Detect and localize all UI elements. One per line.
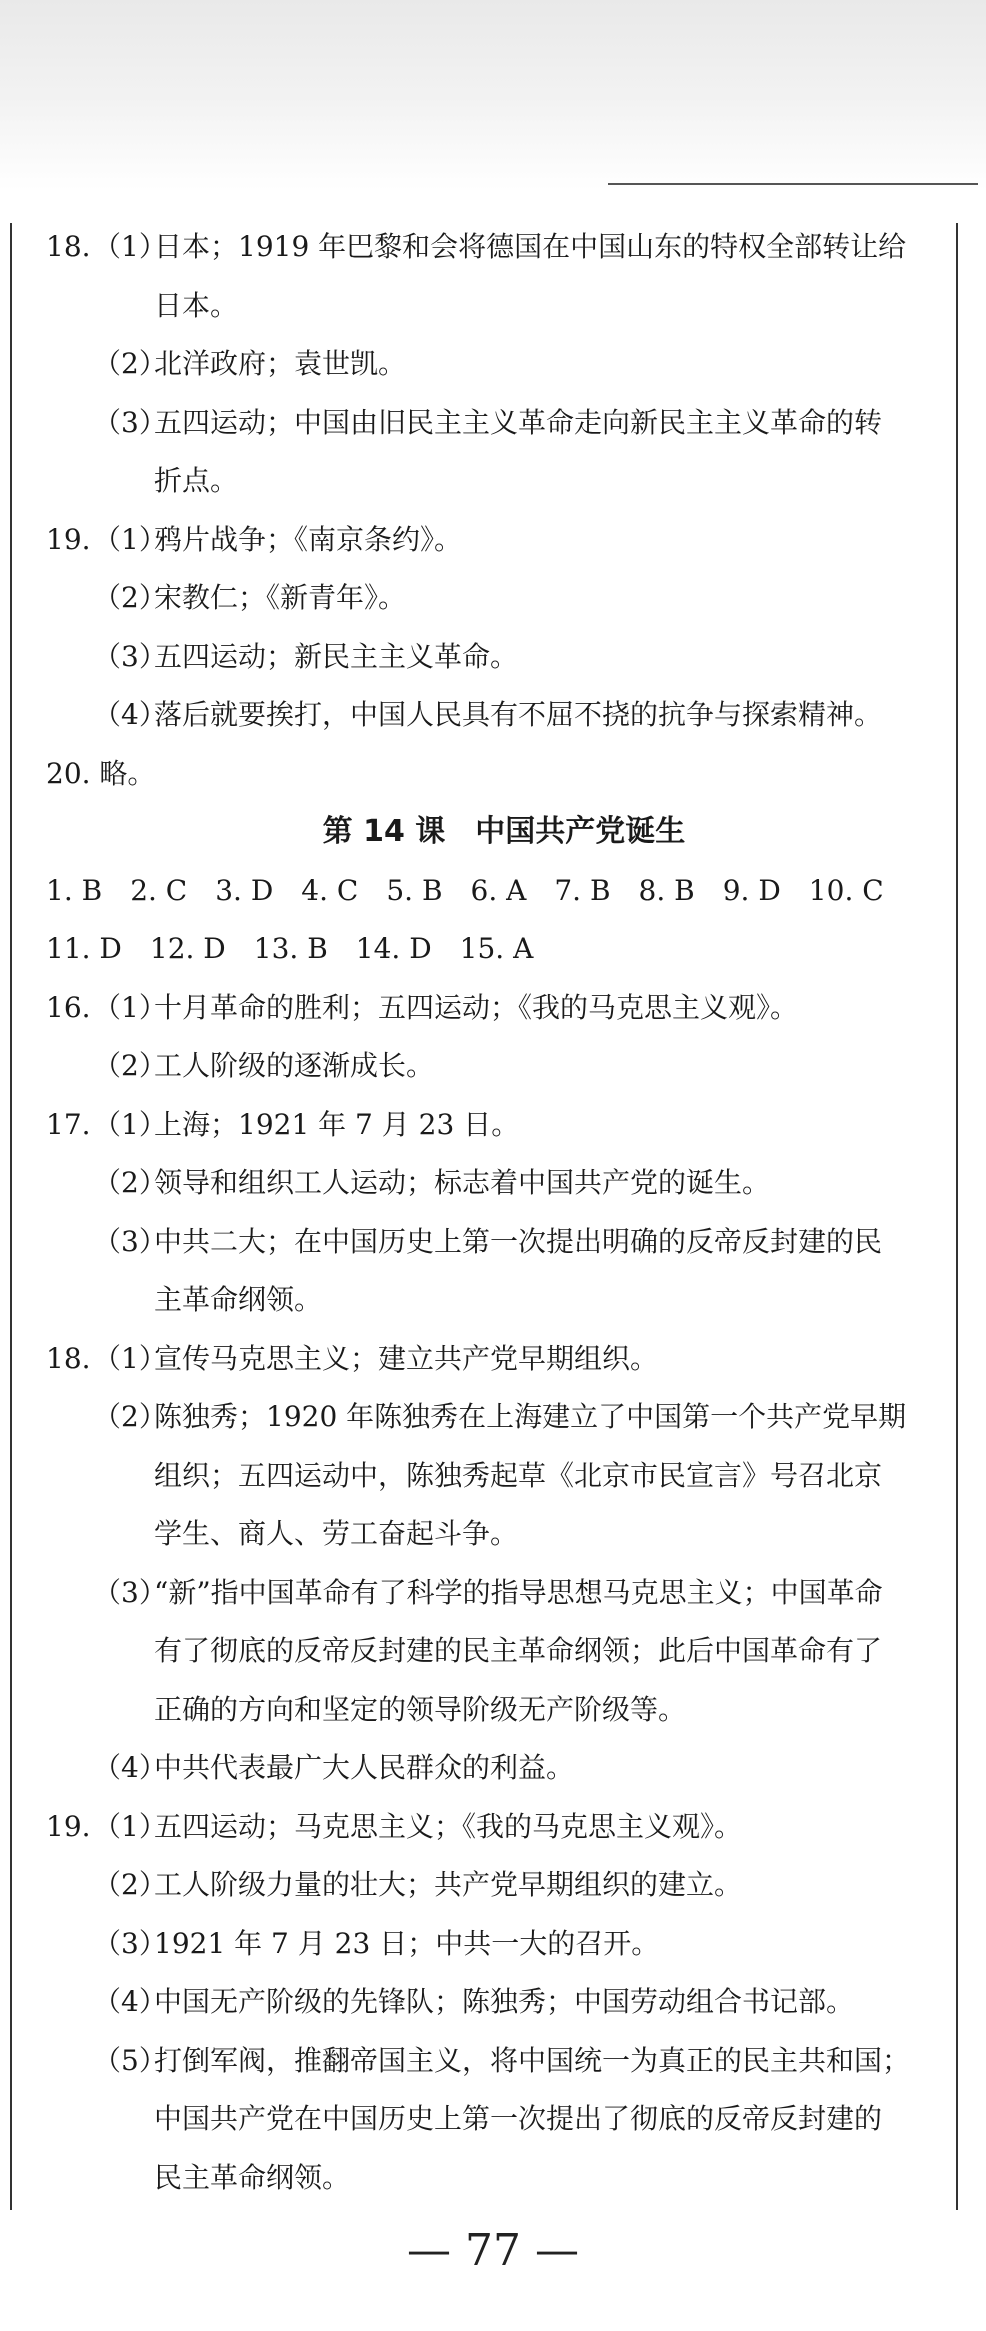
answer-text: 工人阶级的逐渐成长。 (154, 1049, 435, 1082)
question-number: 18. (46, 230, 91, 263)
answer-line (46, 394, 946, 453)
right-border-rule (956, 223, 958, 2210)
question-number: 16. (46, 990, 91, 1024)
answer-continuation: 学生、商人、劳工奋起斗争。 (154, 1517, 519, 1550)
answer-text: 工人阶级力量的壮大；共产党早期组织的建立。 (154, 1868, 743, 1901)
sub-question-marker: （1） (93, 1809, 167, 1843)
answer-text: 日本；1919 年巴黎和会将德国在中国山东的特权全部转让给 (154, 230, 907, 263)
answer-content (46, 218, 946, 2207)
answer-text: 中国无产阶级的先锋队；陈独秀；中国劳动组合书记部。 (154, 1985, 855, 2018)
answer-line (46, 335, 946, 394)
section-title: 第 14 课 中国共产党诞生 (322, 814, 686, 849)
answer-line (46, 979, 946, 1038)
answer-text: 宋教仁；《新青年》。 (154, 581, 407, 614)
left-border-rule (10, 223, 12, 2210)
answer-text: 北洋政府；袁世凯。 (154, 347, 407, 380)
answer-text: 五四运动；中国由旧民主主义革命走向新民主主义革命的转 (154, 405, 883, 439)
header-rule (608, 183, 978, 185)
sub-question-marker: （3） (93, 639, 167, 673)
answer-line (46, 1154, 946, 1213)
question-number: 19. (46, 522, 91, 556)
answer-text: 1921 年 7 月 23 日；中共一大的召开。 (154, 1926, 660, 1960)
sub-question-marker: （2） (93, 1400, 167, 1433)
sub-question-marker: （5） (93, 2043, 167, 2077)
answer-line (46, 1447, 946, 1506)
answer-continuation: 正确的方向和坚定的领导阶级无产阶级等。 (154, 1692, 687, 1726)
answers-lesson-14 (46, 862, 946, 2208)
answer-text: 陈独秀；1920 年陈独秀在上海建立了中国第一个共产党早期 (154, 1400, 907, 1433)
answer-continuation: 中国共产党在中国历史上第一次提出了彻底的反帝反封建的 (154, 2102, 883, 2135)
answer-line (46, 1213, 946, 1272)
sub-question-marker: （1） (93, 1107, 167, 1141)
answer-line (46, 277, 946, 336)
answer-line (46, 2149, 946, 2208)
answer-text: 领导和组织工人运动；标志着中国共产党的诞生。 (154, 1166, 771, 1199)
answer-continuation: 主革命纲领。 (154, 1283, 323, 1316)
sub-question-marker: （3） (93, 1575, 167, 1609)
answer-text: “新”指中国革命有了科学的指导思想马克思主义；中国革命 (154, 1575, 883, 1609)
sub-question-marker: （4） (93, 1751, 167, 1784)
answer-text: 上海；1921 年 7 月 23 日。 (154, 1107, 520, 1141)
answer-line (46, 1564, 946, 1623)
answer-text: 打倒军阀，推翻帝国主义，将中国统一为真正的民主共和国； (154, 2043, 911, 2077)
sub-question-marker: （1） (93, 522, 167, 556)
answer-line (46, 745, 946, 804)
answer-text: 1. B 2. C 3. D 4. C 5. B 6. A 7. B 8. B 9. D 10. C (46, 873, 884, 907)
sub-question-marker: （2） (93, 581, 167, 614)
answer-text: 中共二大；在中国历史上第一次提出明确的反帝反封建的民 (154, 1224, 883, 1258)
answer-text: 20. 略。 (46, 756, 156, 790)
answer-continuation: 有了彻底的反帝反封建的民主革命纲领；此后中国革命有了 (154, 1634, 883, 1667)
sub-question-marker: （3） (93, 1224, 167, 1258)
question-number: 17. (46, 1107, 91, 1141)
answer-line (46, 628, 946, 687)
answer-text: 十月革命的胜利；五四运动；《我的马克思主义观》。 (154, 990, 799, 1024)
sub-question-marker: （2） (93, 1049, 167, 1082)
answer-line (46, 862, 946, 921)
question-number: 19. (46, 1809, 91, 1843)
answer-continuation: 民主革命纲领。 (154, 2160, 351, 2194)
answer-line (46, 452, 946, 511)
answer-line (46, 1915, 946, 1974)
answer-line (46, 1856, 946, 1915)
answer-continuation: 日本。 (154, 288, 239, 322)
answer-line (46, 1798, 946, 1857)
answer-line (46, 1739, 946, 1798)
answer-line (46, 511, 946, 570)
answers-previous-lesson (46, 218, 946, 803)
answer-line (46, 1622, 946, 1681)
sub-question-marker: （3） (93, 1926, 167, 1960)
answer-line (46, 1973, 946, 2032)
sub-question-marker: （1） (93, 1341, 167, 1375)
sub-question-marker: （4） (93, 1985, 167, 2018)
sub-question-marker: （2） (93, 1166, 167, 1199)
answer-continuation: 折点。 (154, 464, 239, 497)
sub-question-marker: （3） (93, 405, 167, 439)
answer-line (46, 2032, 946, 2091)
answer-text: 鸦片战争；《南京条约》。 (154, 522, 463, 556)
answer-text: 中共代表最广大人民群众的利益。 (154, 1751, 575, 1784)
sub-question-marker: （1） (93, 990, 167, 1024)
answer-text: 五四运动；新民主主义革命。 (154, 639, 519, 673)
sub-question-marker: （4） (93, 698, 167, 731)
answer-line (46, 686, 946, 745)
scan-shadow (0, 0, 986, 190)
sub-question-marker: （2） (93, 1868, 167, 1901)
answer-line (46, 1388, 946, 1447)
answer-line (46, 1681, 946, 1740)
sub-question-marker: （2） (93, 347, 167, 380)
answer-line (46, 1271, 946, 1330)
page-number: — 77 — (407, 2225, 579, 2276)
answer-line (46, 1096, 946, 1155)
answer-text: 五四运动；马克思主义；《我的马克思主义观》。 (154, 1809, 743, 1843)
question-number: 18. (46, 1341, 91, 1375)
answer-line (46, 569, 946, 628)
answer-text: 11. D 12. D 13. B 14. D 15. A (46, 932, 534, 965)
answer-text: 宣传马克思主义；建立共产党早期组织。 (154, 1341, 659, 1375)
answer-line (46, 218, 946, 277)
answer-line (46, 1037, 946, 1096)
answer-line (46, 920, 946, 979)
answer-text: 落后就要挨打，中国人民具有不屈不挠的抗争与探索精神。 (154, 698, 883, 731)
answer-continuation: 组织；五四运动中，陈独秀起草《北京市民宣言》号召北京 (154, 1458, 883, 1492)
answer-line (46, 1330, 946, 1389)
answer-line (46, 2090, 946, 2149)
sub-question-marker: （1） (93, 230, 167, 263)
answer-line (46, 1505, 946, 1564)
